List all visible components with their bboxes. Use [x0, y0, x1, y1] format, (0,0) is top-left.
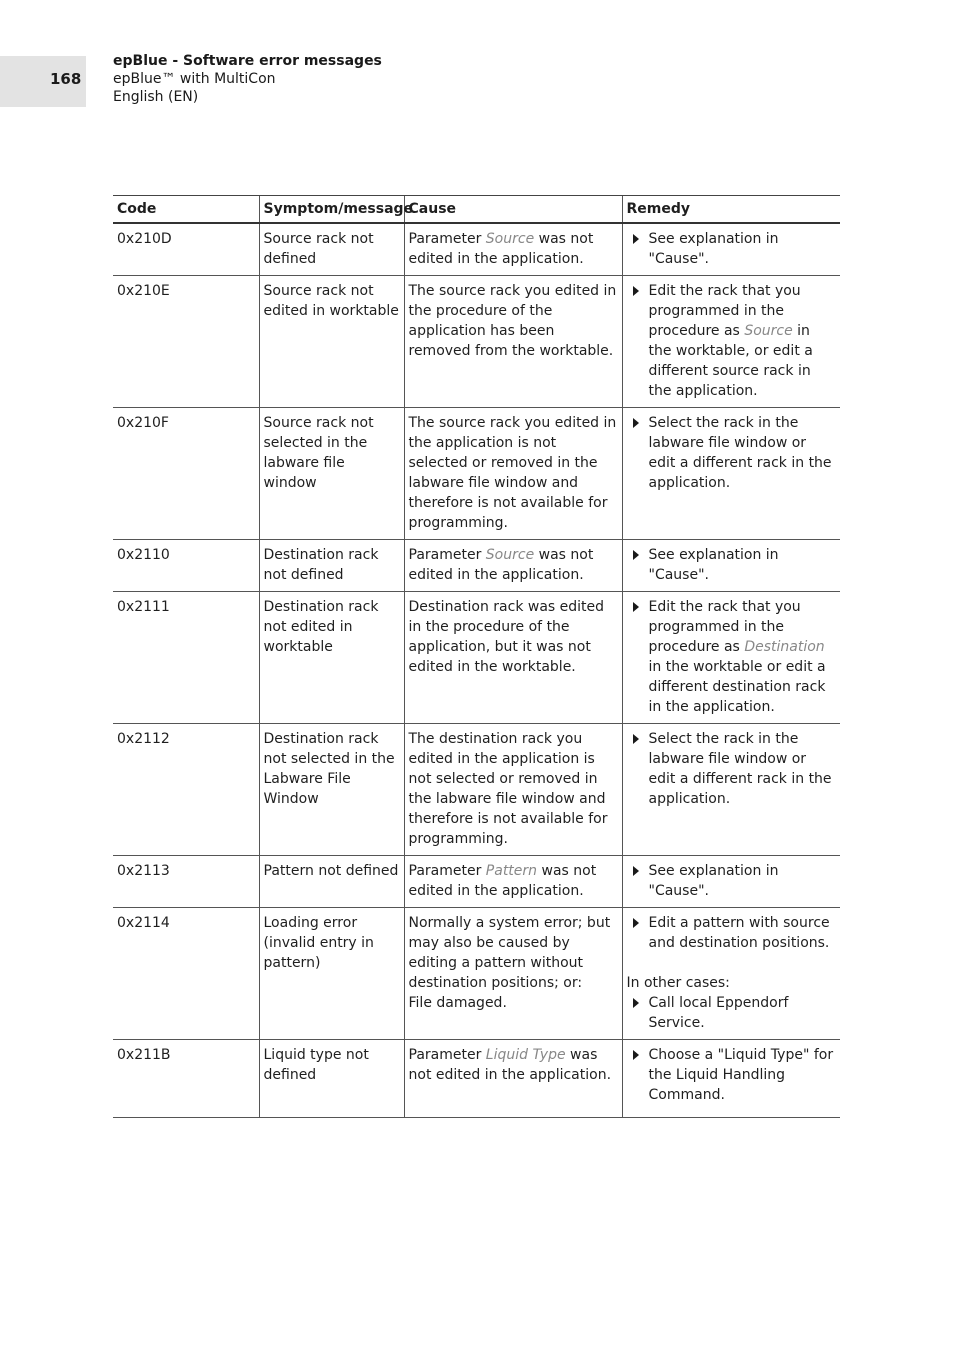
remedy-step: See explanation in "Cause". — [627, 229, 837, 269]
table-row — [113, 408, 840, 540]
arrow-right-icon — [633, 602, 639, 612]
arrow-right-icon — [633, 918, 639, 928]
table-row — [113, 856, 840, 908]
remedy-step: Select the rack in the labware file window or edit a different rack in the application. — [627, 413, 837, 493]
arrow-right-icon — [633, 734, 639, 744]
error-code: 0x211B — [113, 1040, 259, 1118]
arrow-right-icon — [633, 998, 639, 1008]
remedy-step: See explanation in "Cause". — [627, 861, 837, 901]
arrow-right-icon — [633, 234, 639, 244]
remedy-text — [622, 592, 840, 724]
symptom-message: Liquid type not defined — [259, 1040, 404, 1118]
table-row — [113, 540, 840, 592]
parameter-term: Source — [485, 231, 535, 247]
symptom-message: Source rack not selected in the labware file window — [259, 408, 404, 540]
symptom-message: Destination rack not defined — [259, 540, 404, 592]
error-code: 0x2111 — [113, 592, 259, 724]
cause-text: Parameter Source was not edited in the application. — [404, 223, 622, 276]
remedy-step: Edit a pattern with source and destination positions. — [627, 913, 837, 953]
arrow-right-icon — [633, 286, 639, 296]
error-code: 0x2112 — [113, 724, 259, 856]
arrow-right-icon — [633, 418, 639, 428]
parameter-term: Liquid Type — [485, 1047, 566, 1063]
cause-text: Normally a system error; but may also be caused by editing a pattern without destination positions; or: File damaged. — [404, 908, 622, 1040]
cause-text: The source rack you edited in the application is not selected or removed in the labware file window and therefore is not available for programming. — [404, 408, 622, 540]
parameter-term: Pattern — [485, 863, 538, 879]
remedy-text — [622, 540, 840, 592]
document-subtitle: epBlue™ with MultiCon — [113, 71, 276, 87]
remedy-text — [622, 724, 840, 856]
remedy-text — [622, 223, 840, 276]
error-code: 0x210F — [113, 408, 259, 540]
document-language: English (EN) — [113, 89, 199, 105]
parameter-term: Source — [485, 547, 535, 563]
symptom-message: Destination rack not edited in worktable — [259, 592, 404, 724]
remedy-step: See explanation in "Cause". — [627, 545, 837, 585]
column-header-remedy: Remedy — [622, 196, 840, 224]
cause-text: The source rack you edited in the procedure of the application has been removed from the worktable. — [404, 276, 622, 408]
symptom-message: Destination rack not selected in the Labware File Window — [259, 724, 404, 856]
cause-text: Parameter Liquid Type was not edited in the application. — [404, 1040, 622, 1118]
column-header-cause: Cause — [404, 196, 622, 224]
symptom-message: Loading error (invalid entry in pattern) — [259, 908, 404, 1040]
remedy-text — [622, 908, 840, 1040]
table-row — [113, 1040, 840, 1118]
running-header — [113, 52, 382, 106]
symptom-message: Source rack not defined — [259, 223, 404, 276]
remedy-text — [622, 856, 840, 908]
remedy-other-cases-label: In other cases: — [626, 975, 730, 991]
table-row — [113, 908, 840, 1040]
page-number: 168 — [50, 70, 82, 88]
table-header-row — [113, 196, 840, 224]
parameter-term: Source — [744, 323, 793, 339]
arrow-right-icon — [633, 1050, 639, 1060]
remedy-step: Select the rack in the labware file window or edit a different rack in the application. — [627, 729, 837, 809]
error-code: 0x210D — [113, 223, 259, 276]
cause-text: The destination rack you edited in the application is not selected or removed in the labware file window and therefore is not available for programming. — [404, 724, 622, 856]
symptom-message: Source rack not edited in worktable — [259, 276, 404, 408]
error-code: 0x2113 — [113, 856, 259, 908]
table-row — [113, 724, 840, 856]
error-code: 0x2114 — [113, 908, 259, 1040]
table-row — [113, 592, 840, 724]
error-messages-table — [113, 195, 840, 1118]
symptom-message: Pattern not defined — [259, 856, 404, 908]
arrow-right-icon — [633, 866, 639, 876]
table-row — [113, 276, 840, 408]
remedy-step: Choose a "Liquid Type" for the Liquid Handling Command. — [627, 1045, 837, 1105]
remedy-text — [622, 1040, 840, 1118]
remedy-step: Edit the rack that you programmed in the procedure as Source in the worktable, or edit a different source rack in the application. — [627, 281, 837, 401]
parameter-term: Destination — [744, 639, 825, 655]
column-header-code: Code — [113, 196, 259, 224]
table-row — [113, 223, 840, 276]
remedy-text — [622, 408, 840, 540]
error-code: 0x2110 — [113, 540, 259, 592]
error-code: 0x210E — [113, 276, 259, 408]
cause-text: Destination rack was edited in the procedure of the application, but it was not edited in the worktable. — [404, 592, 622, 724]
arrow-right-icon — [633, 550, 639, 560]
cause-text: Parameter Pattern was not edited in the application. — [404, 856, 622, 908]
document-title: epBlue - Software error messages — [113, 53, 382, 69]
remedy-step: Call local Eppendorf Service. — [627, 993, 837, 1033]
remedy-step: Edit the rack that you programmed in the procedure as Destination in the worktable or edit a different destination rack in the application. — [627, 597, 837, 717]
remedy-text — [622, 276, 840, 408]
column-header-symptom: Symptom/message — [259, 196, 404, 224]
cause-text: Parameter Source was not edited in the application. — [404, 540, 622, 592]
